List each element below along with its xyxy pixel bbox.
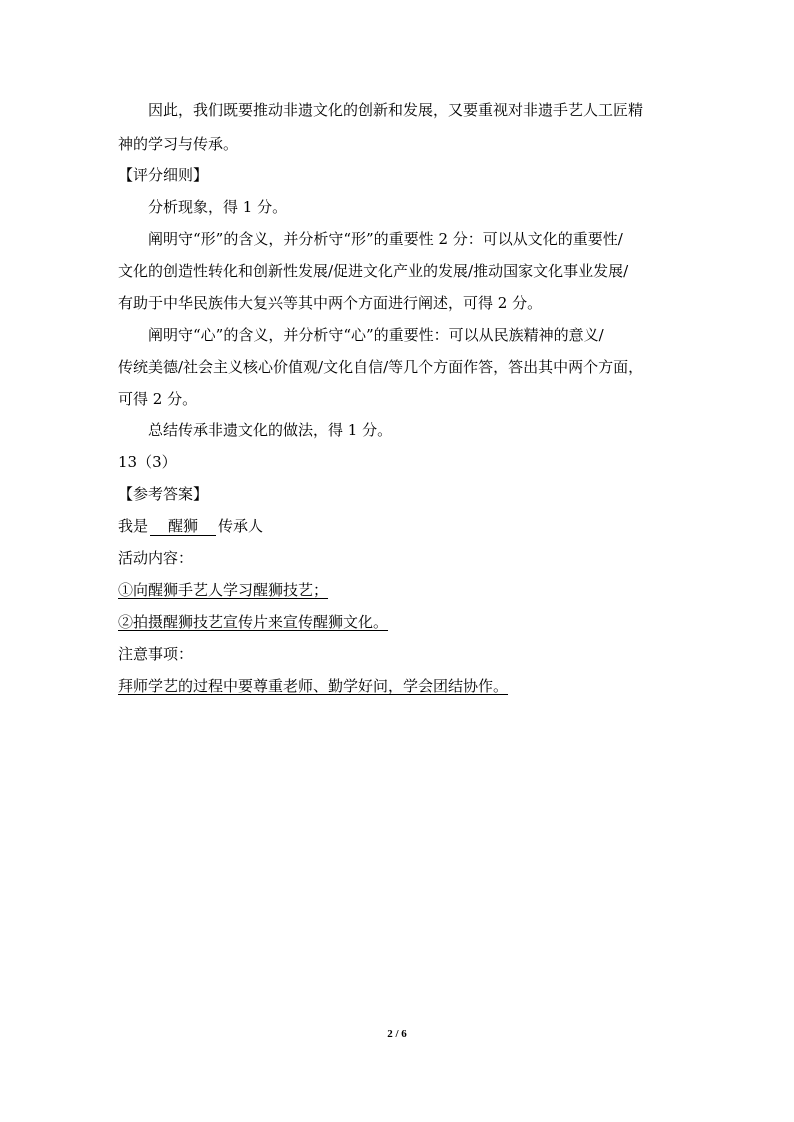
answer-blank: 醒狮 [150, 518, 216, 536]
paragraph-line: 因此，我们既要推动非遗文化的创新和发展，又要重视对非遗手艺人工匠精 [148, 101, 644, 119]
rubric-heading: 【评分细则】 [118, 166, 209, 184]
answer-suffix: 传承人 [218, 517, 264, 535]
rubric-item: 文化的创造性转化和创新性发展/促进文化产业的发展/推动国家文化事业发展/ [118, 262, 629, 280]
answer-line [118, 516, 263, 536]
answer-prefix: 我是 [118, 517, 149, 535]
rubric-item: 分析现象，得 1 分。 [148, 198, 288, 216]
answer-heading: 【参考答案】 [118, 485, 209, 503]
rubric-item: 总结传承非遗文化的做法，得 1 分。 [148, 421, 393, 439]
rubric-item: 有助于中华民族伟大复兴等其中两个方面进行阐述，可得 2 分。 [118, 294, 543, 312]
paragraph-line: 神的学习与传承。 [118, 135, 239, 153]
rubric-item: 可得 2 分。 [118, 390, 198, 408]
activity-item: ①向醒狮手艺人学习醒狮技艺； [118, 581, 329, 599]
notes-label: 注意事项： [118, 645, 194, 663]
rubric-item: 阐明守“心”的含义，并分析守“心”的重要性：可以从民族精神的意义/ [148, 326, 604, 344]
activity-item: ②拍摄醒狮技艺宣传片来宣传醒狮文化。 [118, 613, 389, 631]
activity-label: 活动内容： [118, 549, 194, 567]
question-number: 13（3） [118, 453, 177, 471]
rubric-item: 阐明守“形”的含义，并分析守“形”的重要性 2 分：可以从文化的重要性/ [148, 230, 623, 248]
page-number: 2 / 6 [387, 1028, 407, 1040]
notes-text: 拜师学艺的过程中要尊重老师、勤学好问，学会团结协作。 [118, 677, 509, 695]
rubric-item: 传统美德/社会主义核心价值观/文化自信/等几个方面作答，答出其中两个方面， [118, 358, 644, 376]
